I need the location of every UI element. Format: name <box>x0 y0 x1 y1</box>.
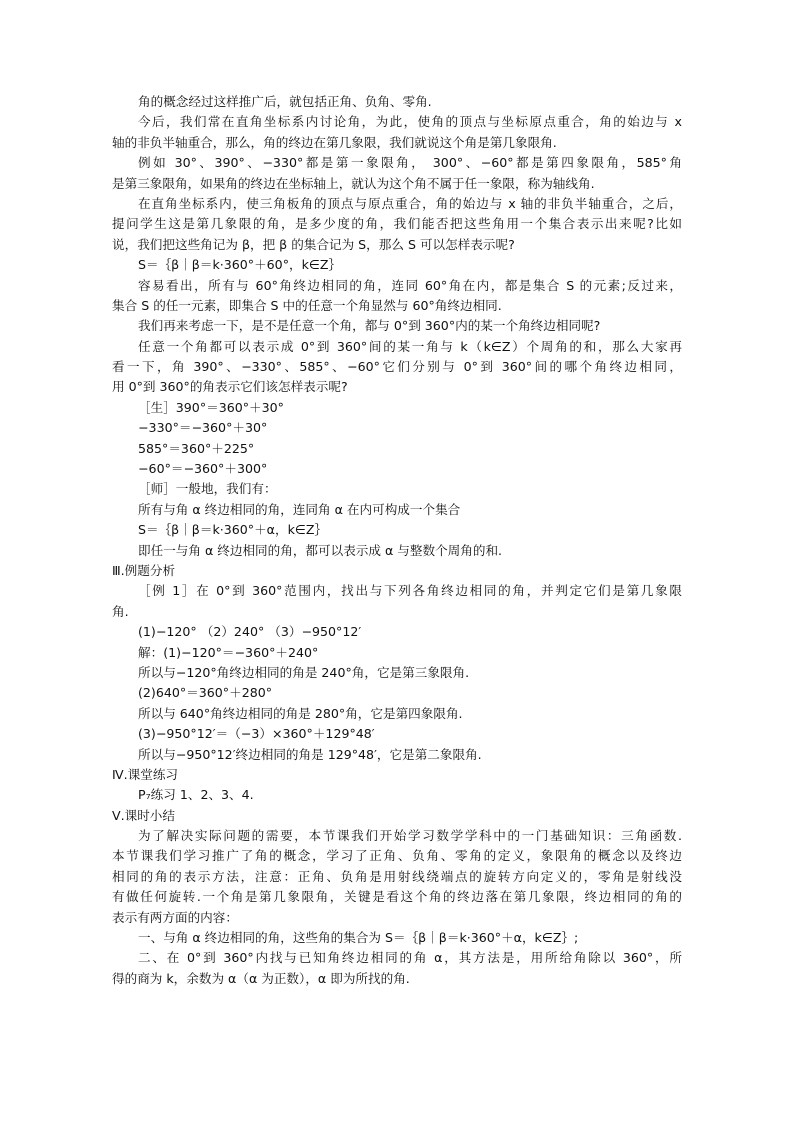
text-line: 有做任何旋转.一个角是第几象限角，关键是看这个角的终边落在第几象限，终边相同的角的 <box>112 889 682 905</box>
text-line: 例如 30°、390°、−330°都是第一象限角， 300°、−60°都是第四象限角，585°角 <box>138 155 682 171</box>
text-line: 表示有两方面的内容： <box>112 909 238 925</box>
text-line: 二、在 0°到 360°内找与已知角终边相同的角 α，其方法是，用所给角除以 360°，所 <box>138 950 682 966</box>
text-line: 585°＝360°＋225° <box>138 440 255 456</box>
text-line: 解：(1)−120°＝−360°＋240° <box>138 644 319 660</box>
text-line: 所以与−950°12′终边相同的角是 129°48′，它是第二象限角. <box>138 746 482 762</box>
text-line: 今后，我们常在直角坐标系内讨论角，为此，使角的顶点与坐标原点重合，角的始边与 x <box>138 114 682 130</box>
text-line: 相同的角的表示方法，注意：正角、负角是用射线绕端点的旋转方向定义的，零角是射线没 <box>112 868 682 884</box>
text-line: 所有与角 α 终边相同的角，连同角 α 在内可构成一个集合 <box>138 501 461 517</box>
text-line: (3)−950°12′＝（−3）×360°＋129°48′ <box>138 726 375 742</box>
text-line: 角. <box>112 603 129 619</box>
text-line: 看一下，角 390°、−330°、585°、−60°它们分别与 0°到 360°间的哪个角终边相同， <box>112 359 682 375</box>
text-line: S＝｛β｜β＝k·360°＋60°，k∈Z｝ <box>138 257 342 273</box>
text-line: 集合 S 的任一元素，即集合 S 中的任意一个角显然与 60°角终边相同. <box>112 297 502 313</box>
text-line: 容易看出，所有与 60°角终边相同的角，连同 60°角在内，都是集合 S 的元素;反过来， <box>138 277 682 293</box>
document-page <box>112 92 682 989</box>
text-line: 用 0°到 360°的角表示它们该怎样表示呢? <box>112 379 348 395</box>
text-line: 说，我们把这些角记为 β，把 β 的集合记为 S，那么 S 可以怎样表示呢? <box>112 236 515 252</box>
text-line: 角的概念经过这样推广后，就包括正角、负角、零角. <box>138 94 432 109</box>
text-line: ［例 1］在 0°到 360°范围内，找出与下列各角终边相同的角，并判定它们是第几象限 <box>138 583 682 599</box>
text-line: ［师］一般地，我们有： <box>138 481 277 497</box>
text-line: ［生］390°＝360°＋30° <box>138 399 284 415</box>
text-line: 所以与−120°角终边相同的角是 240°角，它是第三象限角. <box>138 664 470 680</box>
text-line: 任意一个角都可以表示成 0°到 360°间的某一角与 k（k∈Z）个周角的和，那么大家再 <box>138 338 682 354</box>
text-line: Ⅲ.例题分析 <box>112 562 176 578</box>
text-line: (2)640°＝360°＋280° <box>138 685 273 701</box>
text-line: Ⅴ.课时小结 <box>112 807 175 823</box>
text-line: 一、与角 α 终边相同的角，这些角的集合为 S＝｛β｜β＝k·360°＋α，k∈Z｝; <box>138 930 579 946</box>
text-line: 我们再来考虑一下，是不是任意一个角，都与 0°到 360°内的某一个角终边相同呢? <box>138 318 601 334</box>
text-line: (1)−120° （2）240° （3）−950°12′ <box>138 624 362 640</box>
text-line: 本节课我们学习推广了角的概念，学习了正角、负角、零角的定义，象限角的概念以及终边 <box>112 848 682 864</box>
text-line: −330°＝−360°＋30° <box>138 420 268 436</box>
text-line: −60°＝−360°＋300° <box>138 461 268 477</box>
text-line: 提问学生这是第几象限的角，是多少度的角，我们能否把这些角用一个集合表示出来呢?比如 <box>112 216 682 232</box>
text-line: 得的商为 k，余数为 α（α 为正数），α 即为所找的角. <box>112 970 410 986</box>
text-line: 轴的非负半轴重合，那么，角的终边在第几象限，我们就说这个角是第几象限角. <box>112 134 557 150</box>
text-line: S＝｛β｜β＝k·360°＋α，k∈Z｝ <box>138 522 328 538</box>
text-line: 所以与 640°角终边相同的角是 280°角，它是第四象限角. <box>138 705 463 721</box>
text-line: 为了解决实际问题的需要，本节课我们开始学习数学学科中的一门基础知识：三角函数. <box>138 828 682 844</box>
text-line: P₇练习 1、2、3、4. <box>138 787 254 803</box>
text-line: 即任一与角 α 终边相同的角，都可以表示成 α 与整数个周角的和. <box>138 542 503 558</box>
text-line: 是第三象限角，如果角的终边在坐标轴上，就认为这个角不属于任一象限，称为轴线角. <box>112 175 595 191</box>
text-line: 在直角坐标系内，使三角板角的顶点与原点重合，角的始边与 x 轴的非负半轴重合，之后， <box>138 195 682 211</box>
text-line: Ⅳ.课堂练习 <box>112 766 179 782</box>
